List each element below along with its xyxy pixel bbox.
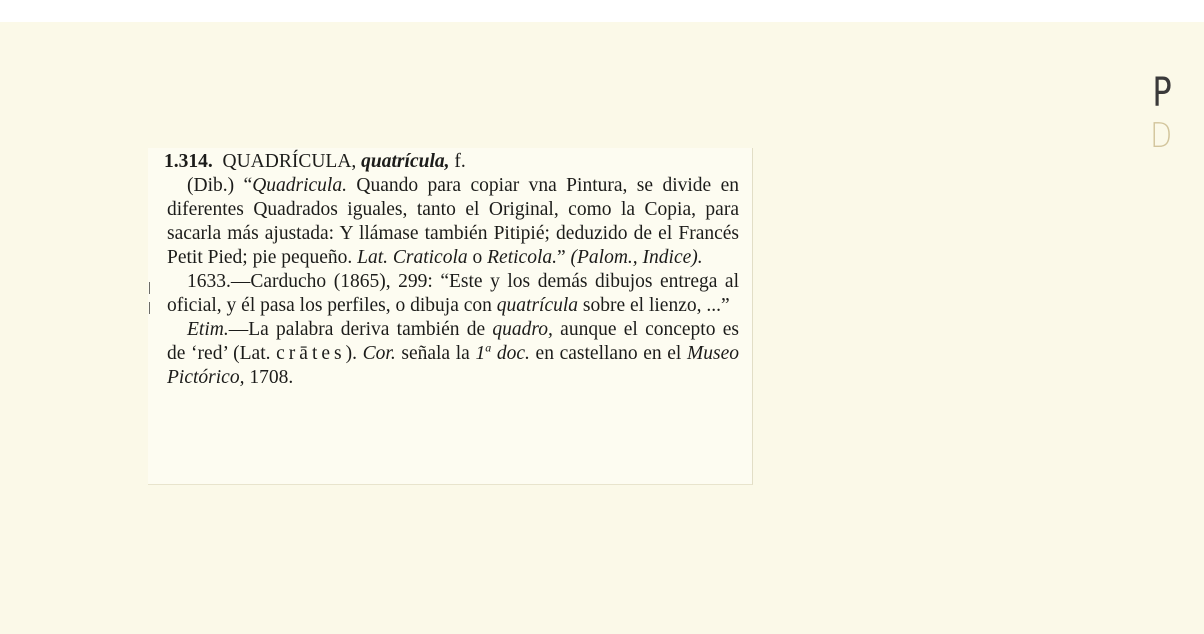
pencil-annotation: P — [1152, 70, 1172, 116]
etymology-text2: aunque el concepto es de ‘red’ (Lat. — [167, 319, 739, 364]
etymology-doc: doc. — [491, 343, 530, 364]
definition-lat-word1: Craticola — [392, 247, 468, 268]
etymology-text3: ). — [345, 343, 363, 364]
entry-etymology — [167, 318, 739, 390]
entry-variant: quatrícula, — [361, 151, 450, 172]
faint-annotation: D — [1149, 116, 1173, 156]
etymology-text5: en castellano en el — [529, 343, 688, 364]
definition-lat-or: o — [467, 247, 488, 268]
citation-word: quatrícula — [496, 295, 579, 316]
definition-term: Quadricula. — [252, 175, 347, 196]
etymology-museo: Museo Pictórico, — [167, 343, 740, 388]
margin-mark — [149, 302, 150, 314]
definition-text: Quando para copiar vna Pintura, se divide en diferentes Quadrados iguales, tanto el Original, como la Copia, para sacarla más ajustada: Y llámase también Pitipié; deduzido de el Francés Petit Pied; pie pequeño. — [167, 175, 739, 268]
citation-end: sobre el lienzo, ...” — [578, 295, 730, 316]
etymology-word: quadro, — [492, 319, 553, 340]
definition-lat-word2: Reticola. — [487, 247, 557, 268]
etymology-label: Etim. — [187, 319, 229, 340]
definition-field: (Dib.) — [187, 175, 235, 196]
etymology-year: 1708. — [244, 367, 294, 388]
etymology-cor: Cor. — [362, 343, 396, 364]
dictionary-entry — [164, 150, 740, 390]
entry-gender: f. — [454, 151, 466, 172]
etymology-sup: a — [485, 340, 492, 355]
entry-headword: QUADRÍCULA, — [222, 151, 357, 172]
definition-source: (Palom., Indice). — [570, 247, 703, 268]
entry-heading — [164, 150, 739, 174]
etymology-latin: crātes — [276, 343, 346, 364]
definition-open-quote: “ — [243, 175, 253, 196]
citation-year: 1633.— — [187, 271, 251, 292]
entry-number: 1.314. — [164, 151, 213, 172]
entry-citation — [167, 270, 739, 318]
definition-lat-label: Lat. — [357, 247, 388, 268]
page-top-band — [0, 0, 1204, 22]
citation-text: Carducho (1865), 299: “Este y los demás dibujos entrega al oficial, y él pasa los perfiles, o dibuja con — [167, 271, 739, 316]
definition-close-quote: ” — [557, 247, 571, 268]
etymology-text4: señala la — [395, 343, 476, 364]
etymology-first: 1 — [475, 343, 486, 364]
margin-mark — [149, 282, 150, 294]
etymology-text1: —La palabra deriva también de — [228, 319, 493, 340]
entry-definition — [167, 174, 739, 270]
